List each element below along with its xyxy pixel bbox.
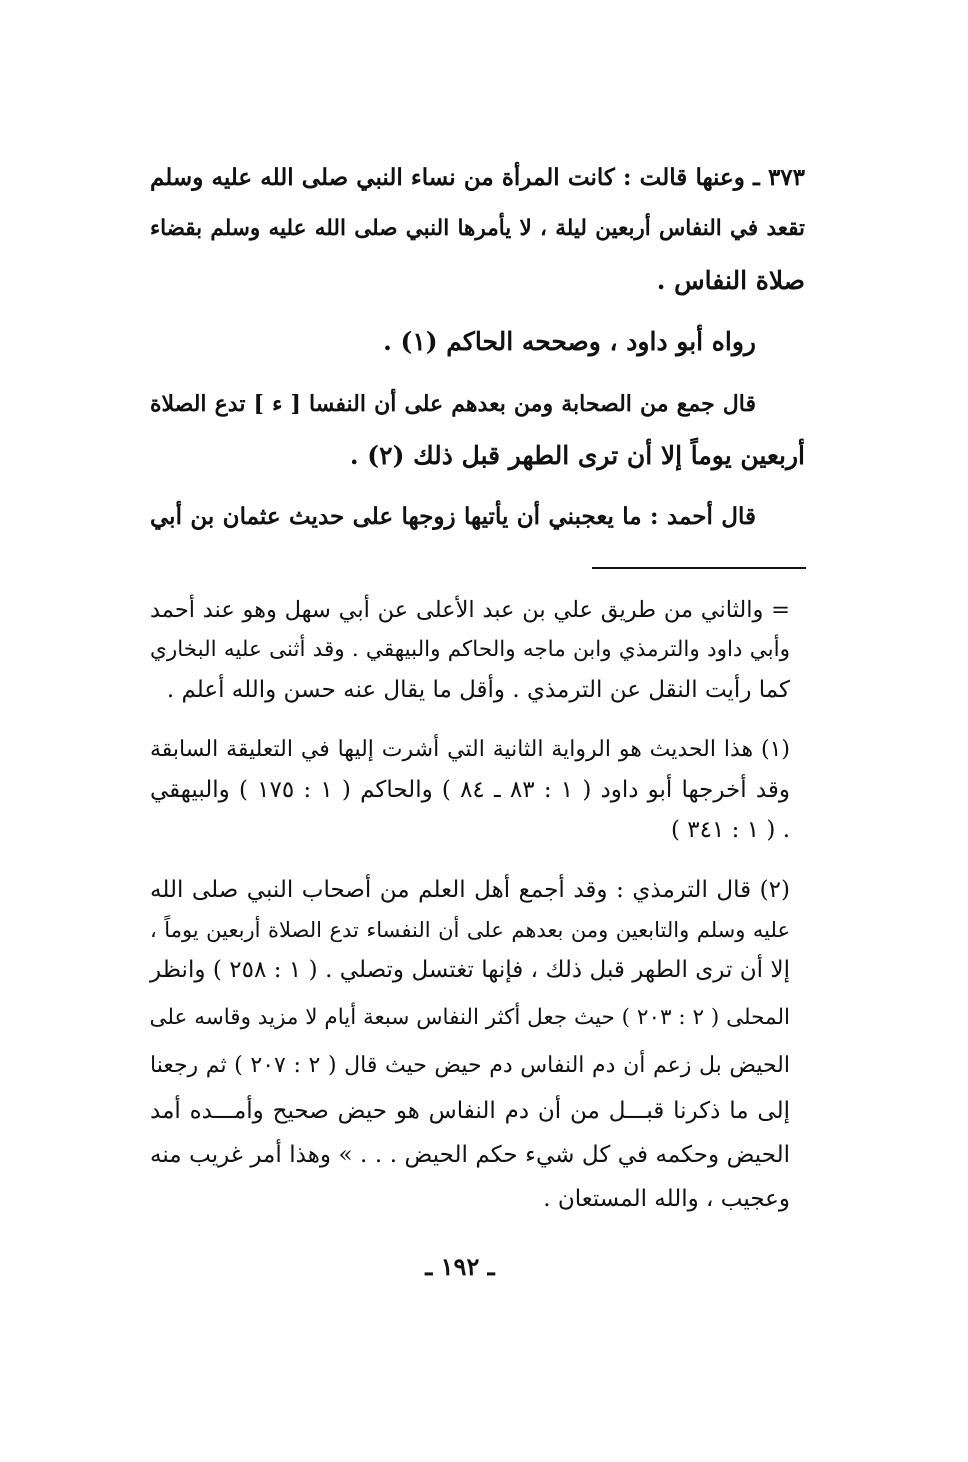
hadith-373-line-1: ٣٧٣ ـ وعنها قالت : كانت المرأة من نساء النبي صلى الله عليه وسلم: [150, 164, 805, 191]
footnote-1-line-3: ( ١ : ٣٤١ ) .: [671, 817, 790, 843]
scholars-consensus-line-1: قال جمع من الصحابة ومن بعدهم على أن النفسا [ ء ] تدع الصلاة: [150, 391, 756, 417]
footnote-1-line-2: وقد أخرجها أبو داود ( ١ : ٨٣ ـ ٨٤ ) والحاكم ( ١ : ١٧٥ ) والبيهقي: [150, 777, 791, 803]
footnote-2-line-3: إلا أن ترى الطهر قبل ذلك ، فإنها تغتسل وتصلي . ( ١ : ٢٥٨ ) وانظر: [150, 957, 790, 983]
footnote-2-line-6: إلى ما ذكرنا قبـــل من أن دم النفاس هو حيض صحيح وأمـــده أمد: [150, 1098, 790, 1124]
footnote-continuation-line-1: = والثاني من طريق علي بن عبد الأعلى عن أبي سهل وهو عند أحمد: [150, 597, 790, 623]
footnote-continuation-line-2: وأبي داود والترمذي وابن ماجه والحاكم والبيهقي . وقد أثنى عليه البخاري: [150, 637, 790, 662]
hadith-373-line-3: صلاة النفاس .: [656, 266, 805, 295]
footnote-2-line-7: الحيض وحكمه في كل شيء حكم الحيض . . . » وهذا أمر غريب منه: [150, 1142, 790, 1168]
footnote-continuation-line-3: كما رأيت النقل عن الترمذي . وأقل ما يقال عنه حسن والله أعلم .: [166, 677, 790, 703]
ahmad-statement-line-1: قال أحمد : ما يعجبني أن يأتيها زوجها على حديث عثمان بن أبي: [150, 503, 756, 530]
narration-source: رواه أبو داود ، وصححه الحاكم (١) .: [383, 327, 756, 356]
page-number: ـ ١٩٢ ـ: [425, 1252, 495, 1281]
footnote-1-line-1: (١) هذا الحديث هو الرواية الثانية التي أشرت إليها في التعليقة السابقة: [150, 737, 790, 762]
scholars-consensus-line-2: أربعين يوماً إلا أن ترى الطهر قبل ذلك (٢) .: [349, 441, 805, 470]
footnote-2-line-5: الحيض بل زعم أن دم النفاس دم حيض حيث قال ( ٢ : ٢٠٧ ) ثم رجعنا: [150, 1053, 790, 1078]
footnote-2-line-4: المحلى ( ٢ : ٢٠٣ ) حيث جعل أكثر النفاس سبعة أيام لا مزيد وقاسه على: [149, 1005, 790, 1030]
footnote-2-line-2: عليه وسلم والتابعين ومن بعدهم على أن النفساء تدع الصلاة أربعين يوماً ،: [150, 918, 790, 942]
footnote-2-line-8: وعجيب ، والله المستعان .: [543, 1186, 790, 1212]
footnote-2-line-1: (٢) قال الترمذي : وقد أجمع أهل العلم من أصحاب النبي صلى الله: [150, 877, 790, 903]
hadith-373-line-2: تقعد في النفاس أربعين ليلة ، لا يأمرها النبي صلى الله عليه وسلم بقضاء: [150, 216, 805, 241]
footnote-separator: [592, 567, 806, 569]
